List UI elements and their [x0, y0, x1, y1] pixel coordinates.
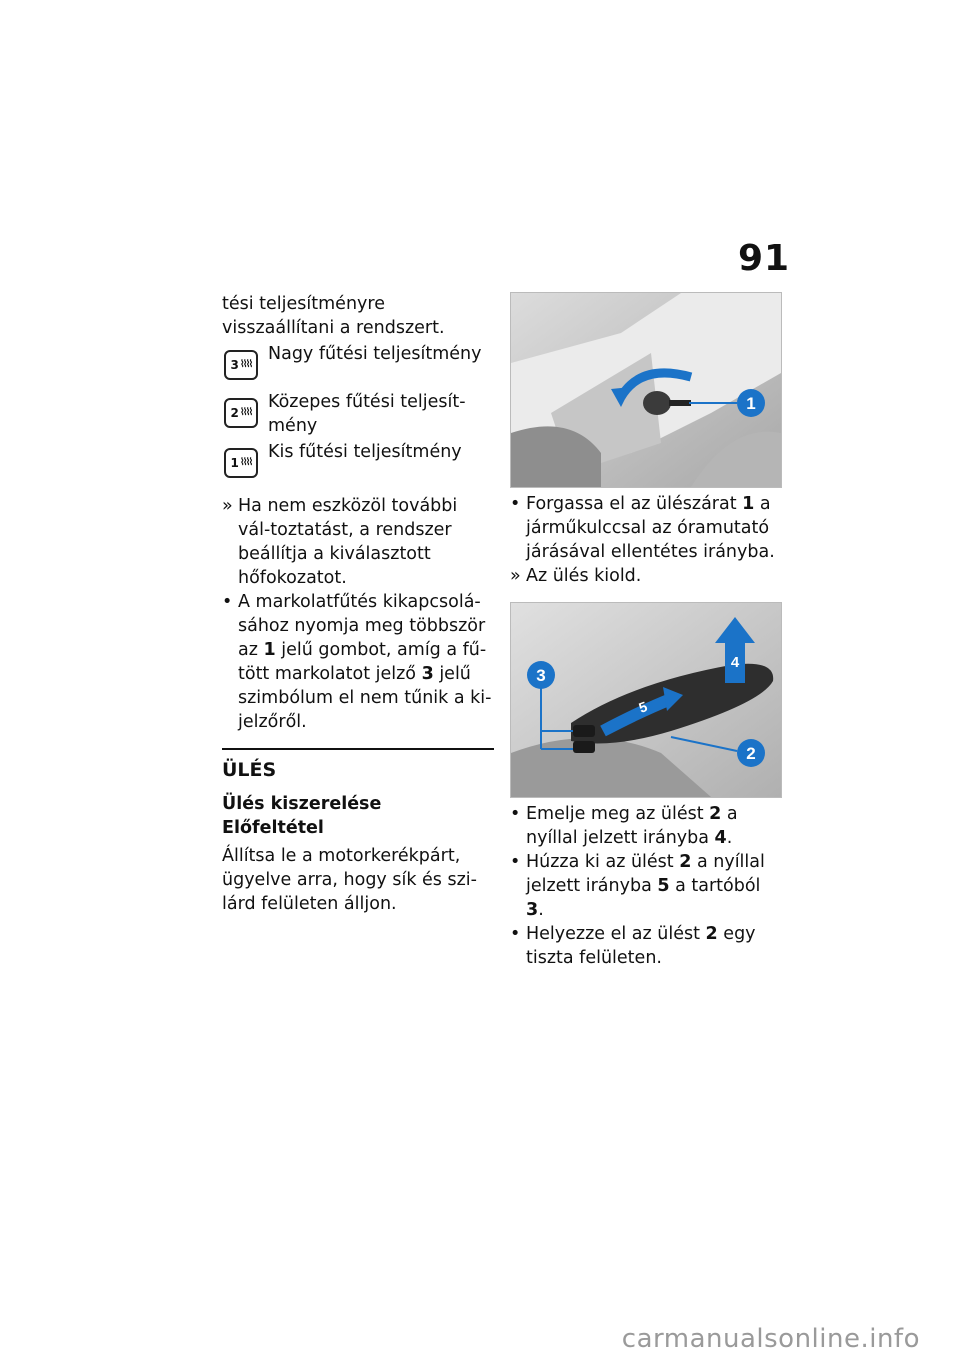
- heat-level-label: Közepes fűtési teljesít-mény: [268, 392, 466, 436]
- heat-level-row: [222, 390, 494, 438]
- result-marker: »: [510, 566, 521, 586]
- seat-heating-level-3-icon: 3 ⌇⌇⌇⌇: [224, 350, 258, 380]
- arrow-5-label: 5: [636, 698, 650, 716]
- heat-level-label: Nagy fűtési teljesítmény: [268, 344, 482, 364]
- step-item: • Forgassa el az ülészárat 1 a járműkulccsal az óramutató járásával ellentétes irányba.: [510, 494, 775, 562]
- arrow-4-label: 4: [730, 654, 740, 671]
- seat-lock-figure: [510, 292, 782, 488]
- heat-level-row: [222, 440, 494, 486]
- bullet-marker: •: [510, 804, 521, 824]
- step-item: • Emelje meg az ülést 2 a nyíllal jelzett irányba 4.: [510, 804, 738, 848]
- seat-heating-level-2-icon: 2 ⌇⌇⌇⌇: [224, 398, 258, 428]
- callout-1: 1: [746, 394, 756, 413]
- prerequisite-heading: Előfeltétel: [222, 818, 324, 838]
- watermark: carmanualsonline.info: [621, 1324, 920, 1354]
- bullet-marker: •: [222, 592, 233, 612]
- result-item: [510, 564, 782, 588]
- callout-2: 2: [746, 744, 756, 763]
- section-divider: [222, 748, 494, 782]
- step-item: • Helyezze el az ülést 2 egy tiszta felületen.: [510, 924, 756, 968]
- left-column: [222, 292, 494, 916]
- right-column: [510, 292, 782, 970]
- seat-lock: [643, 391, 671, 415]
- bullet-marker: •: [510, 852, 521, 872]
- seat-heating-level-1-icon: 1 ⌇⌇⌇⌇: [224, 448, 258, 478]
- step-item: • Húzza ki az ülést 2 a nyíllal jelzett irányba 5 a tartóból 3.: [510, 852, 765, 920]
- result-item: [222, 494, 494, 590]
- result-marker: »: [222, 496, 233, 516]
- section-heading: ÜLÉS: [222, 759, 277, 781]
- heat-level-label: Kis fűtési teljesítmény: [268, 442, 462, 462]
- step-item: • A markolatfűtés kikapcsolá-sához nyomja meg többször az 1 jelű gombot, amíg a fű-tött markolatot jelző 3 jelű szimbólum el nem tűnik a ki-jelzőről.: [222, 592, 492, 732]
- prerequisite-text: Állítsa le a motorkerékpárt, ügyelve arra, hogy sík és szi-lárd felületen álljon.: [222, 846, 477, 914]
- subheading: Ülés kiszerelése: [222, 794, 382, 814]
- bullet-marker: •: [510, 924, 521, 944]
- result-text: Ha nem eszközöl további vál-toztatást, a rendszer beállítja a kiválasztott hőfokozatot.: [238, 496, 458, 588]
- callout-3: 3: [536, 666, 546, 685]
- intro-text: tési teljesítményre visszaállítani a rendszert.: [222, 294, 445, 338]
- bullet-marker: •: [510, 494, 521, 514]
- result-text: Az ülés kiold.: [526, 566, 642, 586]
- seat-removal-figure: [510, 602, 782, 798]
- page-number: 91: [738, 238, 791, 279]
- heat-level-row: [222, 342, 494, 388]
